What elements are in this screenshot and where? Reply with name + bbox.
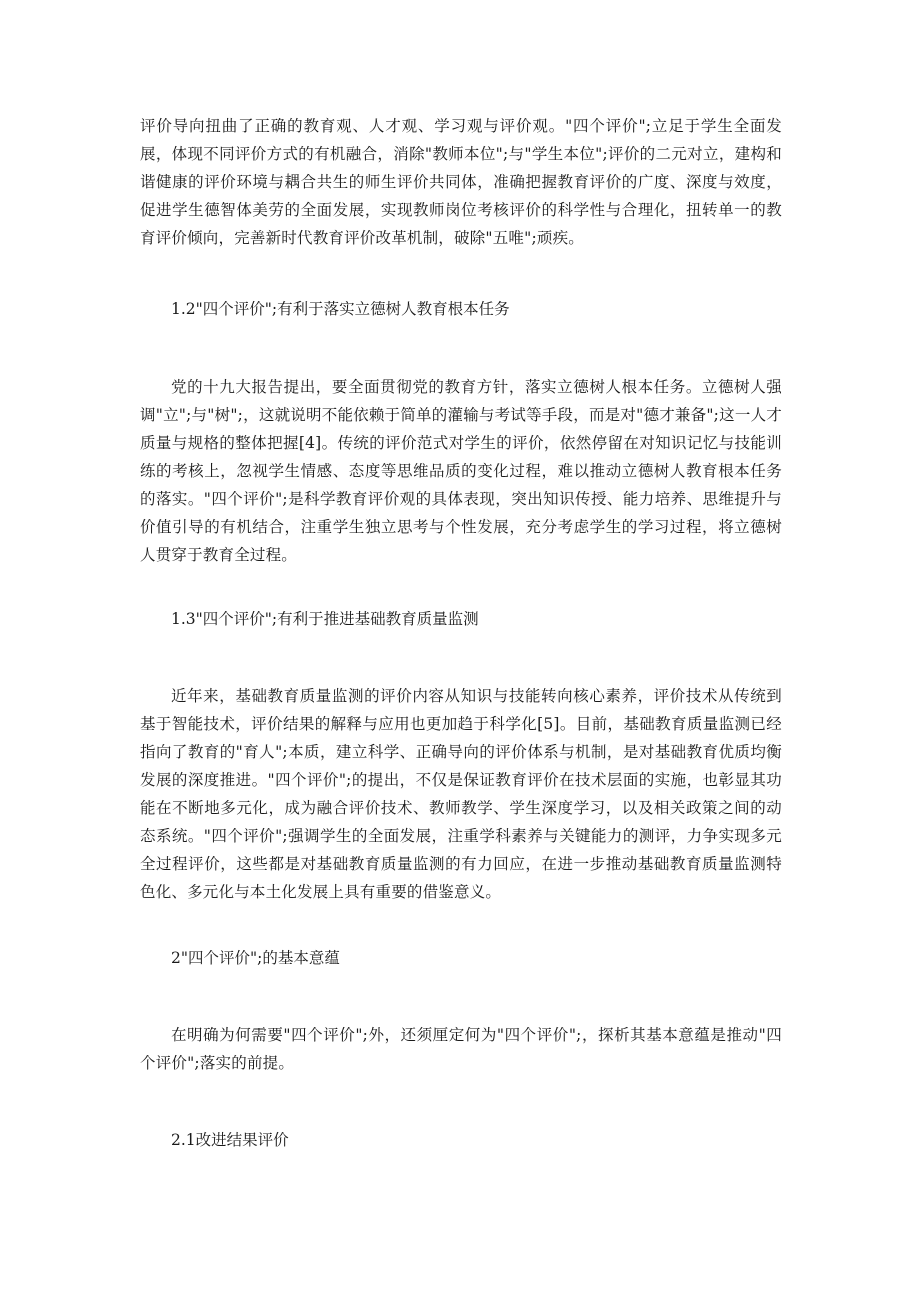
heading-2-1: 2.1改进结果评价 [171, 1131, 289, 1149]
heading-2: 2"四个评价";的基本意蕴 [171, 949, 340, 967]
heading-1-2: 1.2"四个评价";有利于落实立德树人教育根本任务 [171, 300, 510, 318]
paragraph-1-2: 党的十九大报告提出，要全面贯彻党的教育方针，落实立德树人根本任务。立德树人强调"立";与"树";，这就说明不能依赖于简单的灌输与考试等手段，而是对"德才兼备";这一人才质量与规格的整体把握[4]。传统的评价范式对学生的评价，依然停留在对知识记忆与技能训练的考核上，忽视学生情感、态度等思维品质的变化过程，难以推动立德树人教育根本任务的落实。"四个评价";是科学教育评价观的具体表现，突出知识传授、能力培养、思维提升与价值引导的有机结合，注重学生独立思考与个性发展，充分考虑学生的学习过程，将立德树人贯穿于教育全过程。 [140, 378, 782, 564]
heading-1-3: 1.3"四个评价";有利于推进基础教育质量监测 [171, 610, 479, 628]
paragraph-2: 在明确为何需要"四个评价";外，还须厘定何为"四个评价";，探析其基本意蕴是推动"四个评价";落实的前提。 [140, 1026, 782, 1072]
paragraph-top: 评价导向扭曲了正确的教育观、人才观、学习观与评价观。"四个评价";立足于学生全面发展，体现不同评价方式的有机融合，消除"教师本位";与"学生本位";评价的二元对立，建构和谐健康的评价环境与耦合共生的师生评价共同体，准确把握教育评价的广度、深度与效度，促进学生德智体美劳的全面发展，实现教师岗位考核评价的科学性与合理化，扭转单一的教育评价倾向，完善新时代教育评价改革机制，破除"五唯";顽疾。 [140, 117, 782, 247]
paragraph-1-3: 近年来，基础教育质量监测的评价内容从知识与技能转向核心素养，评价技术从传统到基于智能技术，评价结果的解释与应用也更加趋于科学化[5]。目前，基础教育质量监测已经指向了教育的"育人";本质，建立科学、正确导向的评价体系与机制，是对基础教育优质均衡发展的深度推进。"四个评价";的提出，不仅是保证教育评价在技术层面的实施，也彰显其功能在不断地多元化，成为融合评价技术、教师教学、学生深度学习，以及相关政策之间的动态系统。"四个评价";强调学生的全面发展，注重学科素养与关键能力的测评，力争实现多元全过程评价，这些都是对基础教育质量监测的有力回应，在进一步推动基础教育质量监测特色化、多元化与本土化发展上具有重要的借鉴意义。 [140, 687, 782, 901]
